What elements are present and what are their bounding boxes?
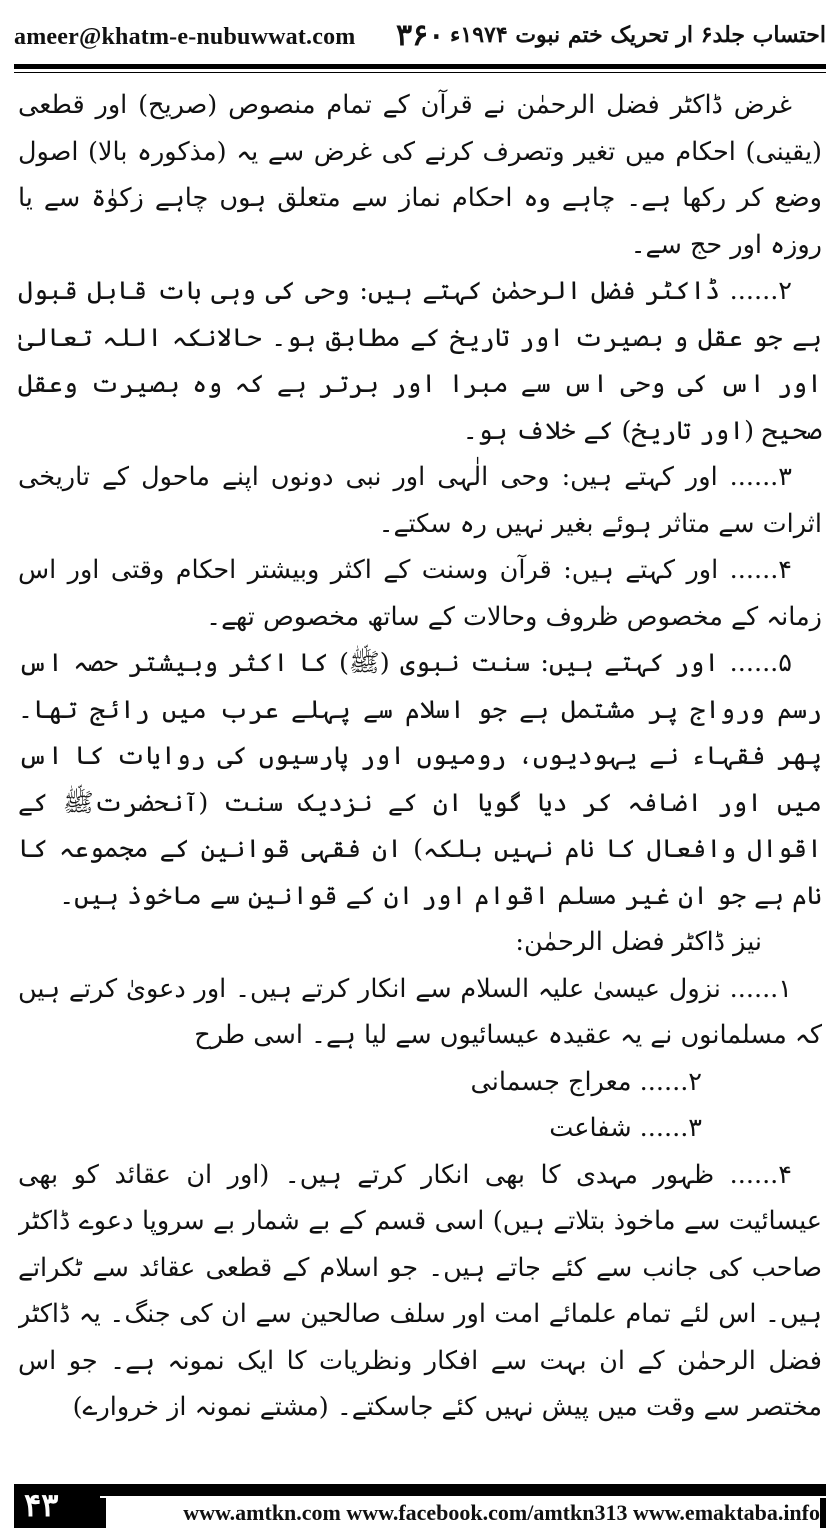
body-paragraph-5: ۵...... اور کہتے ہیں: سنت نبوی (ﷺ) کا اکثر وبیشتر حصہ اس رسم ورواج پر مشتمل ہے جو اسلام سے پہلے عرب میں رائج تھا۔ پھر فقہاء نے یہودیوں، رومیوں اور پارسیوں کی روایات کا اس میں اور اضافہ کر دیا گویا ان کے نزدیک سنت (آنحضرتﷺ کے اقوال وافعال کا نام نہیں بلکہ) ان فقہی قوانین کے مجموعہ کا نام ہے جو ان غیر مسلم اقوام اور ان کے قوانین سے ماخوذ ہیں۔ [18,648,822,911]
header-rule-thick [14,64,826,69]
page-footer [14,1484,826,1530]
body-list-item-1: ۱...... نزول عیسیٰ علیہ السلام سے انکار کرتے ہیں۔ اور دعویٰ کرتے ہیں کہ مسلمانوں نے یہ عقیدہ عیسائیوں سے لیا ہے۔ اسی طرح [18,973,822,1050]
body-list-item-2: ۲...... معراج جسمانی [470,1066,702,1097]
header-page-number: ۳۶۰ [396,18,445,53]
body-paragraph-3: ۳...... اور کہتے ہیں: وحی الٰہی اور نبی دونوں اپنے ماحول کے تاریخی اثرات سے متاثر ہوئے بغیر نہیں رہ سکتے۔ [18,462,822,539]
header-email: ameer@khatm-e-nubuwwat.com [14,24,356,50]
page-header [14,18,826,62]
body-subheading: نیز ڈاکٹر فضل الرحمٰن: [515,927,762,957]
body-paragraph-2: ۲...... ڈاکٹر فضل الرحمٰن کہتے ہیں: وحی کی وہی بات قابل قبول ہے جو عقل و بصیرت اور تاریخ کے مطابق ہو۔ حالانکہ اللہ تعالیٰ اور اس کی وحی اس سے مبرا اور برتر ہے کہ وہ بصیرت وعقل صحیح (اور تاریخ) کے خلاف ہو۔ [18,276,822,446]
body-list-item-4: ۴...... ظہور مہدی کا بھی انکار کرتے ہیں۔ (اور ان عقائد کو بھی عیسائیت سے ماخوذ بتلاتے ہیں) اسی قسم کے بے شمار بے سروپا دعوے ڈاکٹر صاحب کی جانب سے کئے جاتے ہیں۔ جو اسلام کے قطعی عقائد سے ٹکراتے ہیں۔ اس لئے تمام علمائے امت اور سلف صالحین سے ان کی جنگ۔ یہ ڈاکٹر فضل الرحمٰن کے ان بہت سے افکار ونظریات کا ایک نمونہ ہے۔ جو اس مختصر سے وقت میں پیش نہیں کئے جاسکتے۔ (مشتے نمونہ از خروارے) [18,1159,822,1422]
page-body [18,82,822,1464]
header-title: احتساب جلد۶ ار تحریک ختم نبوت ۱۹۷۴ء [450,22,826,48]
body-paragraph-4: ۴...... اور کہتے ہیں: قرآن وسنت کے اکثر وبیشتر احکام وقتی اور اس زمانہ کے مخصوص ظروف وحالات کے ساتھ مخصوص تھے۔ [18,555,822,632]
body-paragraph-intro: غرض ڈاکٹر فضل الرحمٰن نے قرآن کے تمام منصوص (صریح) اور قطعی (یقینی) احکام میں تغیر وتصرف کرنے کی غرض سے یہ (مذکورہ بالا) اصول وضع کر رکھا ہے۔ چاہے وہ احکام نماز سے متعلق ہوں چاہے زکوٰۃ سے یا روزہ اور حج سے۔ [18,90,822,260]
footer-links: www.amtkn.com www.facebook.com/amtkn313 www.emaktaba.info [106,1498,820,1528]
footer-page-number: ۴۳ [24,1486,59,1524]
body-list-item-3: ۳...... شفاعت [549,1113,702,1143]
header-rule-thin [14,72,826,73]
